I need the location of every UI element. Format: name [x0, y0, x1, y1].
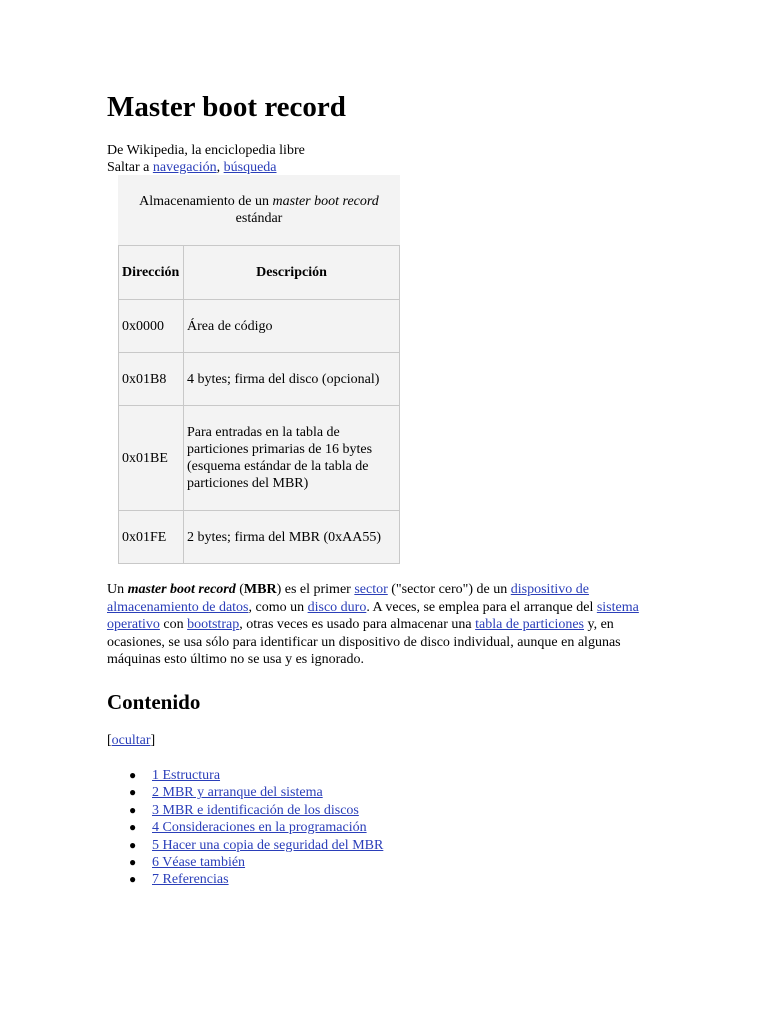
toc-item	[107, 802, 383, 819]
intro-text: y, en ocasiones, se usa sólo para identificar un dispositivo de disco individual, aunque en algunas máquinas esto último no se usa y es ignorado.	[107, 617, 621, 668]
caption-suffix: estándar	[235, 211, 283, 226]
bracket-open: [	[107, 733, 112, 748]
bullet-icon: ●	[129, 837, 137, 852]
contents-toggle	[107, 732, 155, 749]
toc-link-vease-tambien[interactable]: 6 Véase también	[152, 854, 246, 870]
caption-prefix: Almacenamiento de un	[139, 194, 273, 209]
bracket-close: ]	[150, 733, 156, 748]
sector-link[interactable]: sector	[354, 582, 388, 597]
intro-text: Un	[107, 582, 128, 597]
toc-link-copia-seguridad[interactable]: 5 Hacer una copia de seguridad del MBR	[152, 837, 384, 853]
bullet-icon: ●	[129, 820, 137, 835]
toc-link-estructura[interactable]: 1 Estructura	[152, 768, 221, 783]
intro-text: (	[235, 582, 244, 597]
description-cell: Área de código	[184, 300, 400, 353]
bullet-icon: ●	[129, 872, 137, 887]
hard-disk-link[interactable]: disco duro	[307, 599, 367, 615]
contents-heading: Contenido	[107, 690, 201, 714]
table-row	[119, 353, 400, 406]
intro-text: ("sector cero") de un	[387, 582, 511, 597]
intro-text: , como un	[248, 599, 308, 615]
storage-device-link[interactable]: dispositivo de almacenamiento de datos	[107, 582, 589, 615]
bootstrap-link[interactable]: bootstrap	[187, 617, 240, 633]
navigation-link[interactable]: navegación	[152, 160, 217, 175]
intro-text: con	[159, 617, 188, 633]
intro-text: ) es el primer	[276, 582, 355, 597]
address-cell: 0x01B8	[119, 353, 184, 406]
jump-prefix: Saltar a	[107, 160, 153, 175]
toc-item	[107, 819, 383, 836]
bullet-icon: ●	[129, 768, 137, 782]
column-header-description: Descripción	[184, 246, 400, 300]
toc-item	[107, 784, 383, 801]
intro-text: , otras veces es usado para almacenar una	[239, 617, 476, 633]
partition-table-link[interactable]: tabla de particiones	[475, 617, 584, 633]
jump-separator: ,	[216, 160, 224, 175]
toc-link-programacion[interactable]: 4 Consideraciones en la programación	[152, 820, 367, 836]
toc-link-referencias[interactable]: 7 Referencias	[152, 872, 229, 888]
toc-link-arranque[interactable]: 2 MBR y arranque del sistema	[152, 785, 323, 801]
toc-item	[107, 871, 383, 888]
description-cell: Para entradas en la tabla de particiones primarias de 16 bytes (esquema estándar de la tabla de particiones del MBR)	[184, 406, 400, 511]
infobox-caption	[119, 175, 400, 246]
intro-acronym: MBR	[243, 582, 277, 597]
site-tagline: De Wikipedia, la enciclopedia libre	[107, 143, 305, 158]
address-cell: 0x01FE	[119, 511, 184, 564]
caption-emphasis: master boot record	[272, 194, 379, 209]
table-row	[119, 406, 400, 511]
toc-item	[107, 767, 383, 784]
operating-system-link[interactable]: sistema operativo	[107, 599, 639, 633]
column-header-address: Dirección	[119, 246, 184, 300]
bullet-icon: ●	[129, 785, 137, 800]
intro-paragraph	[107, 581, 667, 669]
toc-item	[107, 854, 383, 871]
toc-link-identificacion[interactable]: 3 MBR e identificación de los discos	[152, 802, 359, 818]
toc-item	[107, 837, 383, 854]
search-link[interactable]: búsqueda	[223, 160, 277, 175]
table-row	[119, 300, 400, 353]
hide-toggle-link[interactable]: ocultar	[111, 733, 151, 748]
description-cell: 2 bytes; firma del MBR (0xAA55)	[184, 511, 400, 564]
bullet-icon: ●	[129, 854, 137, 869]
address-cell: 0x0000	[119, 300, 184, 353]
intro-term: master boot record	[127, 582, 236, 597]
bullet-icon: ●	[129, 802, 137, 817]
jump-links	[107, 159, 277, 176]
table-row	[119, 511, 400, 564]
description-cell: 4 bytes; firma del disco (opcional)	[184, 353, 400, 406]
address-cell: 0x01BE	[119, 406, 184, 511]
table-of-contents	[107, 767, 383, 889]
page-title: Master boot record	[107, 91, 346, 123]
mbr-infobox-table	[118, 175, 400, 564]
intro-text: . A veces, se emplea para el arranque del	[366, 599, 597, 615]
